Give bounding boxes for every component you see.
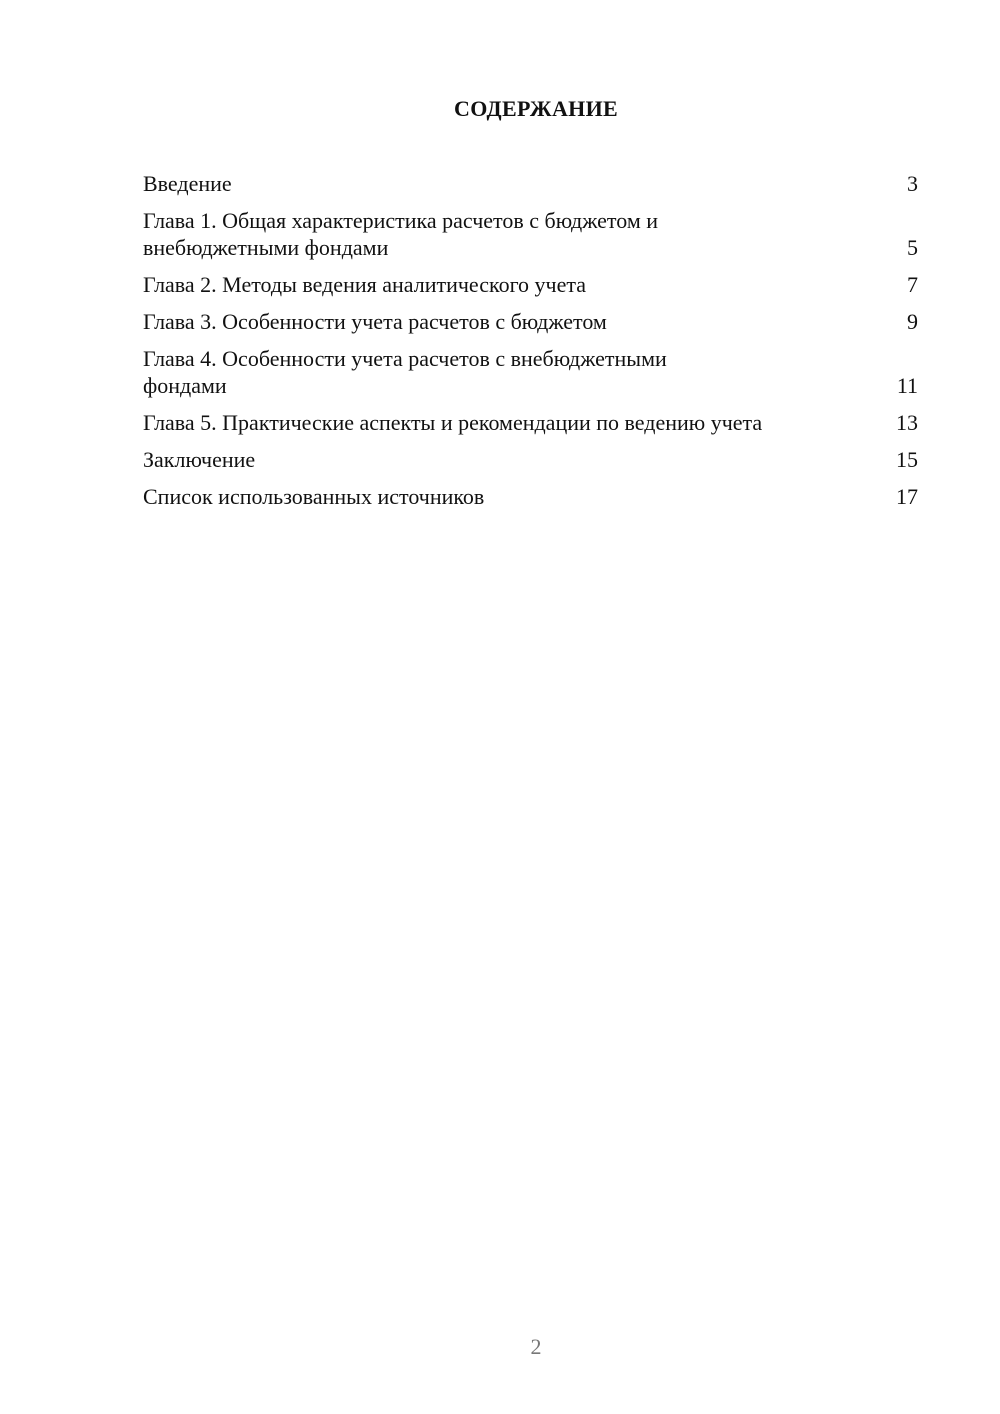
- toc-entry-text: Заключение: [143, 447, 256, 472]
- toc-entry-text: Глава 4. Особенности учета расчетов с внебюджетными фондами: [143, 346, 667, 398]
- toc-entry-page: 17: [896, 484, 918, 509]
- toc-entry-chapter-2: [143, 271, 918, 298]
- toc-entry-text: Список использованных источников: [143, 484, 485, 509]
- toc-entry-references: [143, 483, 918, 510]
- toc-entry-page: 7: [907, 272, 918, 297]
- toc-entry-chapter-5: [143, 409, 918, 436]
- page-number: 2: [530, 1334, 542, 1359]
- toc-entry-chapter-1: [143, 207, 918, 261]
- toc-entry-text: Глава 5. Практические аспекты и рекомендации по ведению учета: [143, 410, 763, 435]
- toc-entry-chapter-3: [143, 308, 918, 335]
- toc-entry-text: Глава 2. Методы ведения аналитического учета: [143, 272, 587, 297]
- toc-entry-page: 5: [907, 235, 918, 260]
- toc-entry-page: 15: [896, 447, 918, 472]
- toc-entry-introduction: [143, 170, 918, 197]
- page-title: СОДЕРЖАНИЕ: [454, 96, 618, 121]
- toc-entry-page: 3: [907, 171, 918, 196]
- table-of-contents: [143, 170, 918, 520]
- toc-entry-text: Введение: [143, 171, 232, 196]
- toc-entry-text: Глава 3. Особенности учета расчетов с бюджетом: [143, 309, 607, 334]
- toc-entry-page: 11: [896, 373, 918, 398]
- toc-entry-chapter-4: [143, 345, 918, 399]
- toc-entry-page: 9: [907, 309, 918, 334]
- toc-entry-conclusion: [143, 446, 918, 473]
- toc-entry-text: Глава 1. Общая характеристика расчетов с бюджетом и внебюджетными фондами: [143, 208, 659, 260]
- toc-entry-page: 13: [896, 410, 918, 435]
